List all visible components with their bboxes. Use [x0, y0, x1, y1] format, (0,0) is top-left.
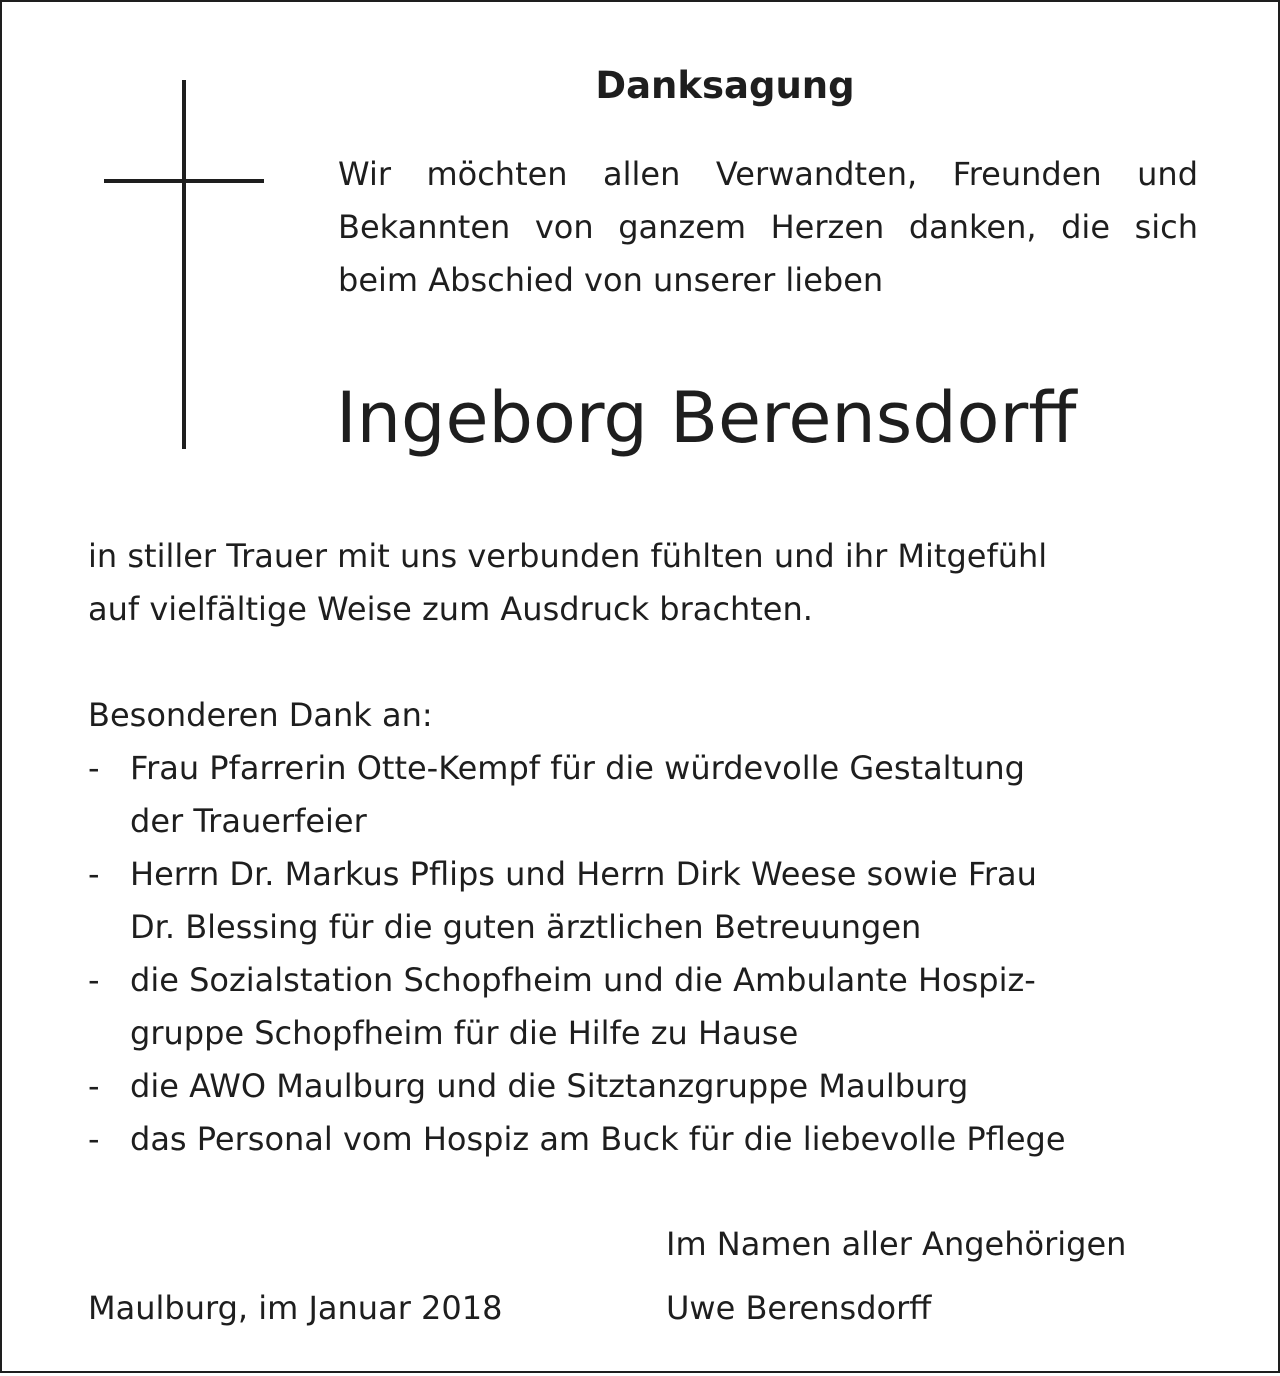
special-thanks-label: Besonderen Dank an:: [88, 696, 433, 734]
signoff: [666, 1218, 1126, 1335]
deceased-name: Ingeborg Berensdorff: [336, 377, 1077, 459]
list-dash: -: [88, 749, 100, 787]
thanks-item-line: das Personal vom Hospiz am Buck für die liebevolle Pflege: [130, 1120, 1066, 1158]
thanks-item-line: die Sozialstation Schopfheim und die Ambulante Hospiz-: [130, 961, 1036, 999]
thanks-item: [88, 1113, 1066, 1166]
cross-horizontal-bar: [104, 179, 264, 183]
thanks-item-line: Frau Pfarrerin Otte-Kempf für die würdevolle Gestaltung: [130, 749, 1025, 787]
thanks-item-line: Herrn Dr. Markus Pflips und Herrn Dirk Weese sowie Frau: [130, 855, 1037, 893]
thanks-item-line: die AWO Maulburg und die Sitztanzgruppe Maulburg: [130, 1067, 969, 1105]
intro-text: [338, 148, 1198, 307]
thanks-item: [88, 1060, 1066, 1113]
place-date: Maulburg, im Januar 2018: [88, 1289, 503, 1327]
thanks-item: [88, 848, 1066, 954]
intro-line: beim Abschied von unserer lieben: [338, 261, 884, 299]
signoff-line: Im Namen aller Angehörigen: [666, 1225, 1127, 1263]
cross-vertical-bar: [182, 80, 186, 449]
thanks-item-line: gruppe Schopfheim für die Hilfe zu Hause: [130, 1014, 799, 1052]
intro-line: Wir möchten allen Verwandten, Freunden und: [338, 155, 1198, 193]
notice-heading: Danksagung: [595, 64, 855, 107]
list-dash: -: [88, 961, 100, 999]
thanks-item-line: der Trauerfeier: [130, 802, 367, 840]
thanks-item-line: Dr. Blessing für die guten ärztlichen Betreuungen: [130, 908, 922, 946]
list-dash: -: [88, 1120, 100, 1158]
list-dash: -: [88, 855, 100, 893]
thanks-list: [88, 742, 1066, 1166]
signoff-name: Uwe Berensdorff: [666, 1289, 932, 1327]
thanks-item: [88, 954, 1066, 1060]
thanks-item: [88, 742, 1066, 848]
list-dash: -: [88, 1067, 100, 1105]
intro-line: Bekannten von ganzem Herzen danken, die sich: [338, 208, 1198, 246]
paragraph-line: auf vielfältige Weise zum Ausdruck brachten.: [88, 590, 813, 628]
paragraph-line: in stiller Trauer mit uns verbunden fühlten und ihr Mitgefühl: [88, 537, 1048, 575]
condolence-paragraph: [88, 530, 1047, 636]
